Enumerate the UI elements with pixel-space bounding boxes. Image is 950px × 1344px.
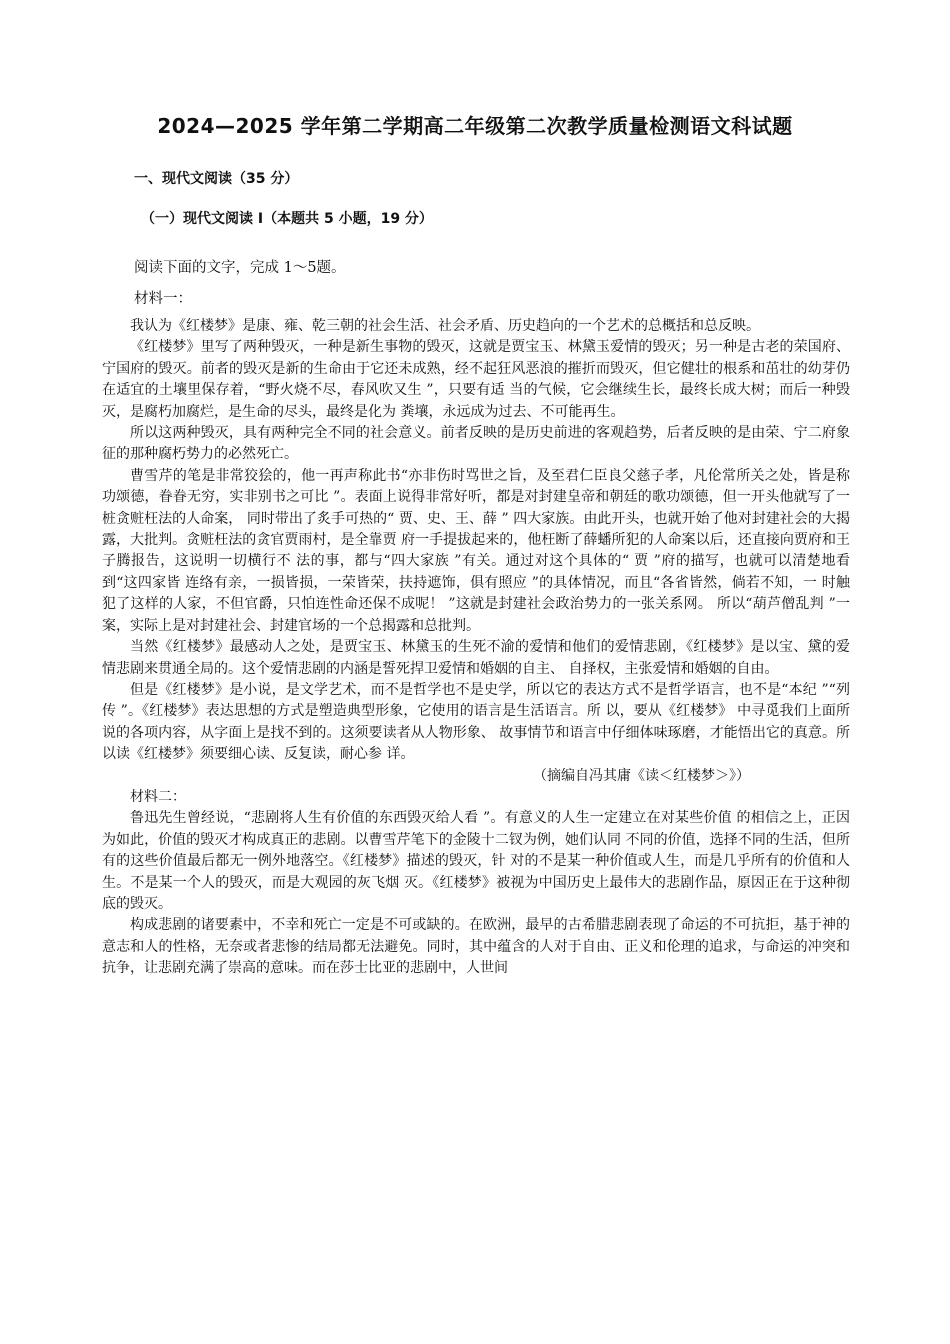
material2-label: 材料二：: [130, 788, 186, 805]
material1-label: 材料一：: [134, 291, 192, 307]
paragraph: 鲁迅先生曾经说，“悲剧将人生有价值的东西毁灭给人看 ”。有意义的人生一定建立在对某些价值 的相信之上，正因为如此，价值的毁灭才构成真正的悲剧。以曹雪芹笔下的金陵十二钗为例，她们认同 不同的价值，选择不同的生活，但所有的这些价值最后都无一例外地落空。《红楼梦》描述的毁灭，针 对的不是某一种价值或人生，而是几乎所有的价值和人生。不是某一个人的毁灭，而是大观园的灰飞烟 灭。《红楼梦》被视为中国历史上最伟大的悲剧作品，原因正在于这种彻底的毁灭。: [102, 810, 850, 912]
instruction: 阅读下面的文字，完成 1～5题。: [134, 260, 346, 276]
paragraph: 构成悲剧的诸要素中，不幸和死亡一定是不可或缺的。在欧洲，最早的古希腊悲剧表现了命运的不可抗拒，基于神的意志和人的性格，无奈或者悲惨的结局都无法避免。同时，其中蕴含的人对于自由、正义和伦理的追求，与命运的冲突和抗争，让悲剧充满了崇高的意味。而在莎士比亚的悲剧中，人世间: [102, 917, 850, 977]
paragraph: 我认为《红楼梦》是康、雍、乾三朝的社会生活、社会矛盾、历史趋向的一个艺术的总概括和总反映。: [130, 318, 760, 334]
page-title: 2024—2025 学年第二学期高二年级第二次教学质量检测语文科试题: [157, 114, 793, 138]
passage-body: [102, 316, 850, 980]
subsection-heading: （一）现代文阅读 I（本题共 5 小题，19 分）: [141, 211, 433, 227]
paragraph: 《红楼梦》里写了两种毁灭，一种是新生事物的毁灭，这就是贾宝玉、林黛玉爱情的毁灭；另一种是古老的荣国府、宁国府的毁灭。前者的毁灭是新的生命由于它还未成熟，经不起狂风恶浪的摧折而毁灭，但它健壮的根系和茁壮的幼芽仍在适宜的土壤里保存着，“野火烧不尽，春风吹又生 ”，只要有适 当的气候，它会继续生长，最终长成大树；而后一种毁灭，是腐朽加腐烂，是生命的尽头，最终是化为 粪壤，永远成为过去、不可能再生。: [102, 339, 850, 420]
section-heading: 一、现代文阅读（35 分）: [134, 171, 299, 187]
citation: （摘编自冯其庸《读＜红楼梦＞》）: [533, 767, 750, 784]
paragraph: 但是《红楼梦》是小说，是文学艺术，而不是哲学也不是史学，所以它的表达方式不是哲学语言，也不是“本纪 ”“列传 ”。《红楼梦》表达思想的方式是塑造典型形象，它使用的语言是生活语言。所 以，要从《红楼梦》 中寻觅我们上面所说的各项内容，从字面上是找不到的。这须要读者从人物形象、 故事情节和语言中仔细体味琢磨，才能悟出它的真意。所以读《红楼梦》须要细心读、反复读，耐心参 详。: [102, 681, 850, 763]
paragraph: 当然《红楼梦》最感动人之处，是贾宝玉、林黛玉的生死不渝的爱情和他们的爱情悲剧，《红楼梦》是以宝、黛的爱情悲剧来贯通全局的。这个爱情悲剧的内涵是誓死捍卫爱情和婚姻的自主、 自择权，主张爱情和婚姻的自由。: [102, 639, 850, 677]
paragraph: 曹雪芹的笔是非常狡狯的，他一再声称此书“亦非伤时骂世之旨，及至君仁臣良父慈子孝，凡伦常所关之处，皆是称功颂德，眷眷无穷，实非别书之可比 ”。表面上说得非常好听，都是对封建皇帝和朝廷的歌功颂德，但一开头他就写了一桩贪赃枉法的人命案， 同时带出了炙手可热的“ 贾、史、王、薛 ” 四大家族。由此开头，也就开始了他对封建社会的大揭露，大批判。贪赃枉法的贪官贾雨村，是全靠贾 府一手提拔起来的，他枉断了薛蟠所犯的人命案以后，还直接向贾府和王子腾报告，这说明一切横行不 法的事，都与“四大家族 ”有关。通过对这个具体的“ 贾 ”府的描写，也就可以清楚地看到“这四家皆 连络有亲，一损皆损，一荣皆荣，扶持遮饰，俱有照应 ”的具体情况，而且“各省皆然，倘若不知，一 时触犯了这样的人家，不但官爵，只怕连性命还保不成呢！ ”这就是封建社会政治势力的一张关系网。 所以“葫芦僧乱判 ”一案，实际上是对封建社会、封建官场的一个总揭露和总批判。: [102, 467, 850, 634]
paragraph: 所以这两种毁灭，具有两种完全不同的社会意义。前者反映的是历史前进的客观趋势，后者反映的是由荣、宁二府象征的那种腐朽势力的必然死亡。: [102, 425, 850, 463]
